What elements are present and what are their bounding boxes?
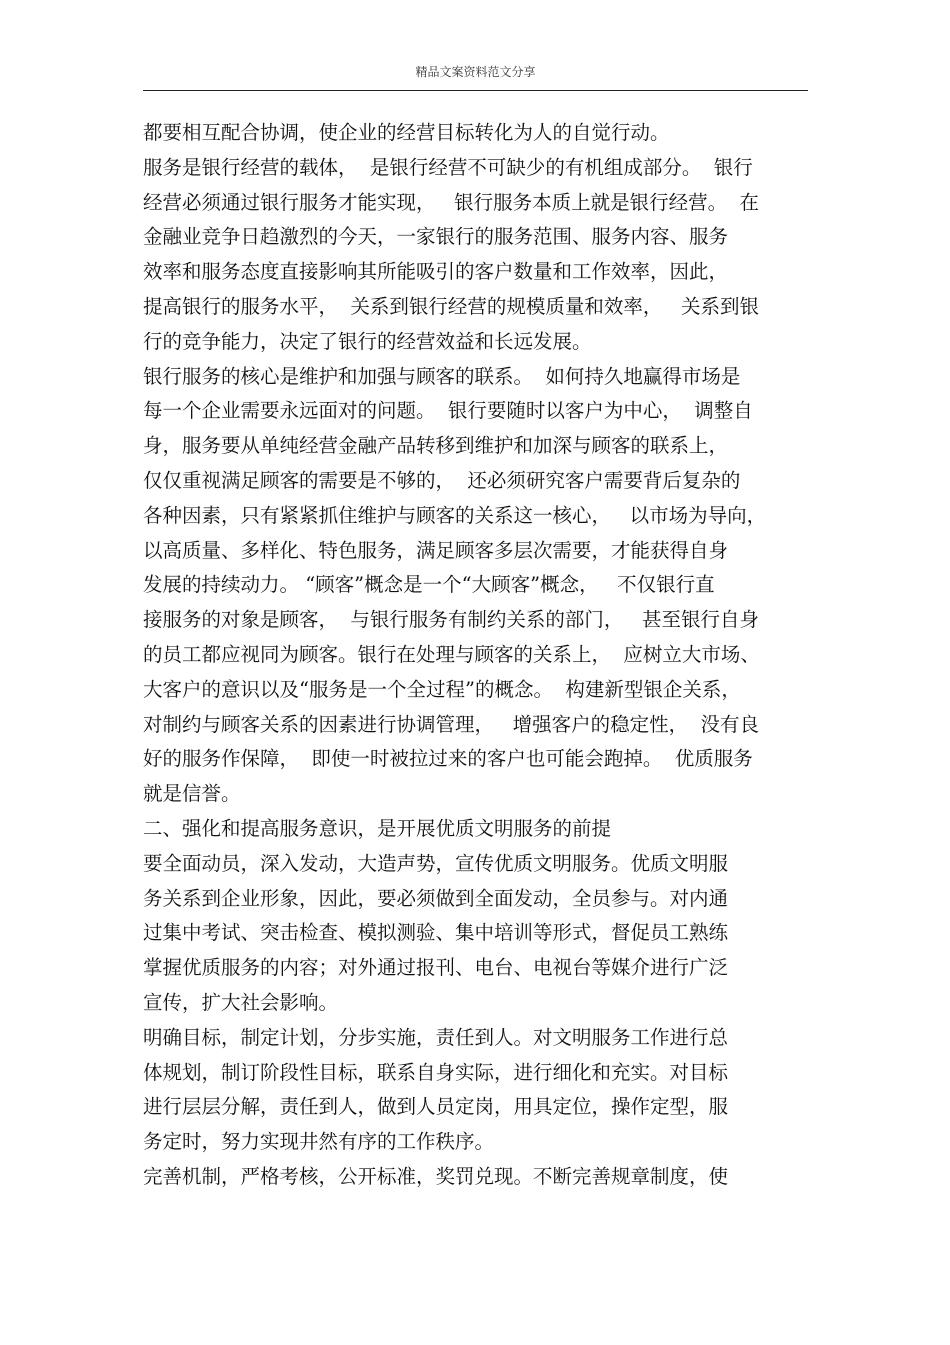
- text-line: 务关系到企业形象，因此，要必须做到全面发动，全员参与。对内通: [143, 886, 729, 910]
- text-line: 银行服务的核心是维护和加强与顾客的联系。 如何持久地赢得市场是: [143, 364, 741, 388]
- text-line: 仅仅重视满足顾客的需要是不够的， 还必须研究客户需要背后复杂的: [143, 468, 741, 492]
- header-divider: [143, 90, 808, 91]
- text-line: 以高质量、多样化、特色服务，满足顾客多层次需要，才能获得自身: [143, 538, 729, 562]
- text-line: 各种因素，只有紧紧抓住维护与顾客的关系这一核心， 以市场为导向，: [143, 503, 767, 527]
- text-line: 宣传，扩大社会影响。: [143, 990, 339, 1014]
- text-line: 明确目标，制定计划，分步实施，责任到人。对文明服务工作进行总: [143, 1025, 729, 1049]
- text-line: 过集中考试、突击检查、模拟测验、集中培训等形式，督促员工熟练: [143, 921, 729, 945]
- text-line: 每一个企业需要永远面对的问题。 银行要随时以客户为中心， 调整自: [143, 399, 753, 423]
- text-line: 对制约与顾客关系的因素进行协调管理， 增强客户的稳定性， 没有良: [143, 712, 759, 736]
- text-line: 服务是银行经营的载体， 是银行经营不可缺少的有机组成部分。 银行: [143, 155, 753, 179]
- text-line: 经营必须通过银行服务才能实现， 银行服务本质上就是银行经营。 在: [143, 190, 759, 214]
- text-line: 好的服务作保障， 即使一时被拉过来的客户也可能会跑掉。 优质服务: [143, 747, 753, 771]
- text-line: 就是信誉。: [143, 782, 241, 806]
- text-line: 掌握优质服务的内容；对外通过报刊、电台、电视台等媒介进行广泛: [143, 956, 729, 980]
- page-header: 精品文案资料范文分享: [415, 65, 536, 79]
- text-line: 效率和服务态度直接影响其所能吸引的客户数量和工作效率，因此，: [143, 260, 729, 284]
- text-line: 二、强化和提高服务意识，是开展优质文明服务的前提: [143, 816, 612, 840]
- text-line: 进行层层分解，责任到人，做到人员定岗，用具定位，操作定型，服: [143, 1095, 729, 1119]
- text-line: 接服务的对象是顾客， 与银行服务有制约关系的部门， 甚至银行自身: [143, 608, 759, 632]
- text-line: 完善机制，严格考核，公开标准，奖罚兑现。不断完善规章制度，使: [143, 1164, 729, 1188]
- text-line: 的员工都应视同为顾客。银行在处理与顾客的关系上， 应树立大市场、: [143, 642, 760, 666]
- text-line: 要全面动员，深入发动，大造声势，宣传优质文明服务。优质文明服: [143, 851, 729, 875]
- text-line: 务定时，努力实现井然有序的工作秩序。: [143, 1130, 495, 1154]
- text-line: 身，服务要从单纯经营金融产品转移到维护和加深与顾客的联系上，: [143, 434, 729, 458]
- text-line: 都要相互配合协调，使企业的经营目标转化为人的自觉行动。: [143, 121, 670, 144]
- text-line: 发展的持续动力。 “顾客”概念是一个“大顾客”概念， 不仅银行直: [143, 573, 715, 597]
- text-line: 体规划，制订阶段性目标，联系自身实际，进行细化和充实。对目标: [143, 1060, 729, 1084]
- text-line: 金融业竞争日趋激烈的今天，一家银行的服务范围、服务内容、服务: [143, 225, 729, 249]
- text-line: 大客户的意识以及“服务是一个全过程”的概念。 构建新型银企关系，: [143, 677, 741, 701]
- document-body: [143, 116, 808, 1195]
- text-line: 行的竞争能力，决定了银行的经营效益和长远发展。: [143, 329, 592, 353]
- text-line: 提高银行的服务水平， 关系到银行经营的规模质量和效率， 关系到银: [143, 294, 759, 318]
